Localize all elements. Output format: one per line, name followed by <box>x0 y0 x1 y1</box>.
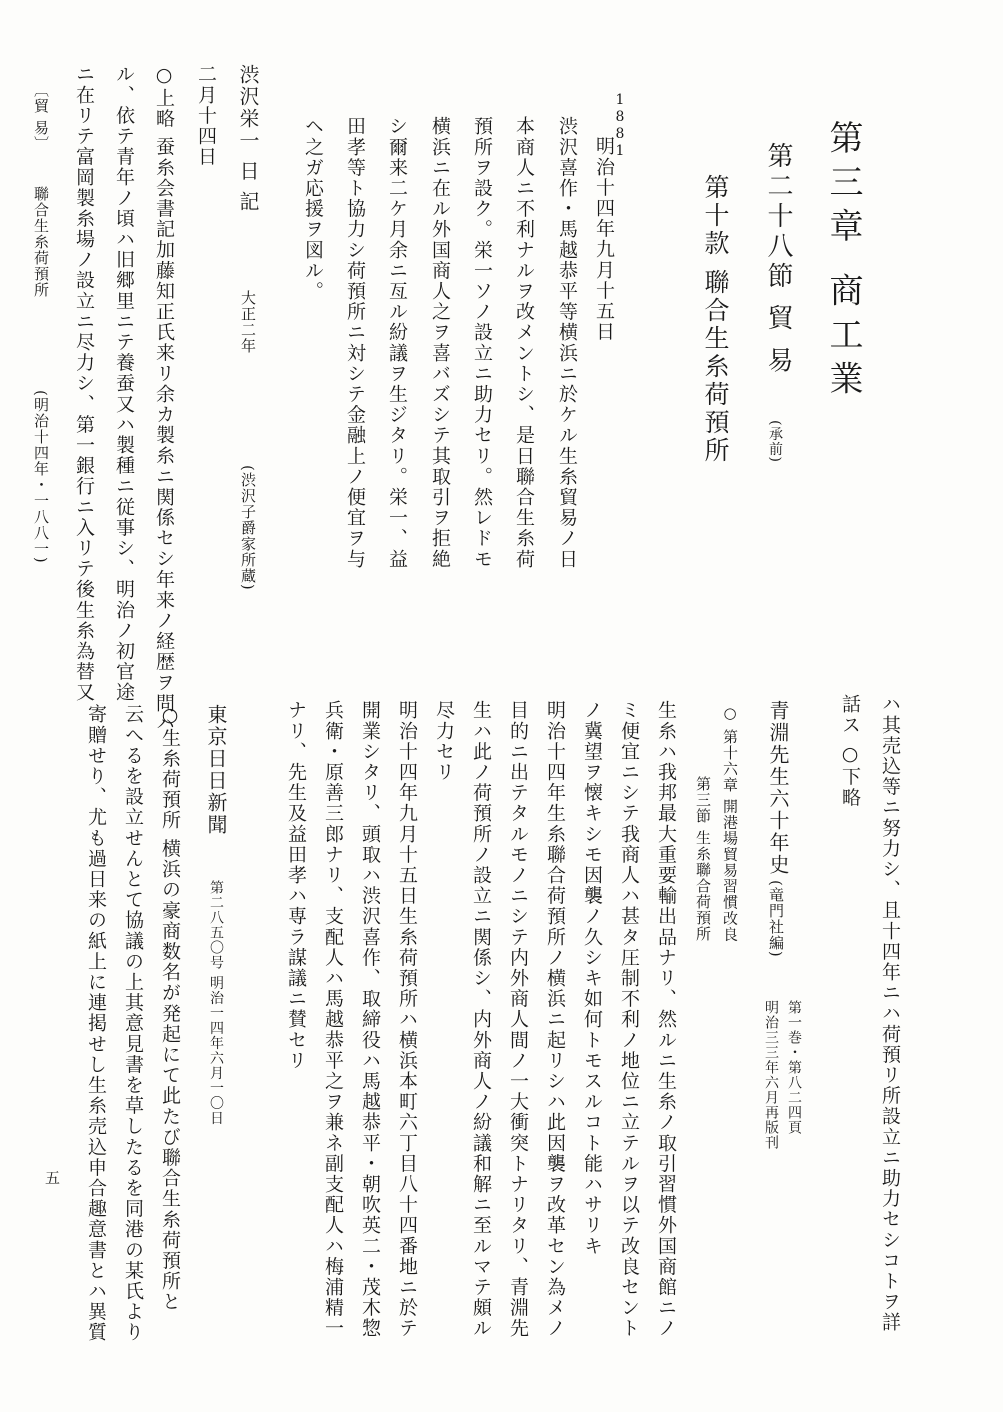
page-number: 五 <box>43 1170 61 1186</box>
carryover-line: 話ス ○下略 <box>839 694 861 808</box>
tokyo-line: 寄贈せり、尤も過日来の紙上に連掲せし生糸売込申合趣意書とハ異質 <box>85 704 107 1343</box>
article-title: 第十款 聯合生糸荷預所 <box>701 174 730 465</box>
seien-title: 青淵先生六十年史 <box>766 700 790 876</box>
tokyo-line: 云へるを設立せんとて協議の上其意見書を草したるを同港の某氏より <box>122 704 144 1343</box>
seien-line: 目的ニ出テタルモノニシテ内外商人間ノ一大衝突トナリタリ、青淵先 <box>507 700 529 1339</box>
entry-line: 預所ヲ設ク。栄一ソノ設立ニ助力セリ。然レドモ <box>471 116 493 570</box>
seien-line: ナリ、先生及益田孝ハ専ラ謀議ニ賛セリ <box>285 700 307 1071</box>
seien-line: 兵衛・原善三郎ナリ、支配人ハ馬越恭平之ヲ兼ネ副支配人ハ梅浦精一 <box>322 700 344 1339</box>
diary-line: ニ在リテ富岡製糸場ノ設立ニ尽力シ、第一銀行ニ入リテ後生糸為替又 <box>73 64 95 703</box>
section-note: (承前) <box>767 420 783 463</box>
entry-line: ヘ之ガ応援ヲ図ル。 <box>302 116 324 302</box>
section-title: 第二十八節 貿 易 <box>763 142 793 377</box>
seien-volume: 第一巻・第八二四頁 <box>786 1000 802 1135</box>
entry-line: 渋沢喜作・馬越恭平等横浜ニ於ケル生糸貿易ノ日 <box>556 116 578 570</box>
seien-line: ミ便宜ニシテ我商人ハ甚タ圧制不利ノ地位ニ立テルヲ以テ改良セント <box>618 700 640 1339</box>
seien-line: 明治十四年九月十五日生糸荷預所ハ横浜本町六丁目八十四番地ニ於テ <box>396 700 418 1339</box>
entry-line: 横浜ニ在ル外国商人之ヲ喜バズシテ其取引ヲ拒絶 <box>429 116 451 570</box>
entry-line: 本商人ニ不利ナルヲ改メントシ、是日聯合生糸荷 <box>513 116 535 570</box>
seien-publisher: (竜門社編) <box>767 880 785 958</box>
seien-line: 明治十四年生糸聯合荷預所ノ横浜ニ起リシハ此因襲ヲ改革セン為メノ <box>544 700 566 1339</box>
diary-title: 渋沢栄一 日 記 <box>236 64 260 213</box>
running-header-middle: 聯合生糸荷預所 <box>32 186 50 298</box>
seien-section: 第三節 生糸聯合荷預所 <box>694 776 712 942</box>
tokyo-line: ○生糸荷預所 横浜の豪商数名が発起にて此たび聯合生糸荷預所と <box>159 704 181 1313</box>
running-header-left: 〔貿 易〕 <box>32 82 50 152</box>
entry-date: 明治十四年九月十五日 <box>593 136 615 342</box>
diary-line: ル、依テ青年ノ頃ハ旧郷里ニテ養蚕又ハ製種ニ従事シ、明治ノ初官途 <box>113 64 135 703</box>
seien-line: 尽力セリ <box>433 700 455 783</box>
diary-date: 二月十四日 <box>195 64 217 167</box>
seien-chapter: ○ 第十六章 開港場貿易習慣改良 <box>721 704 739 943</box>
tokyo-title: 東京日日新聞 <box>204 704 228 836</box>
seien-line: ノ冀望ヲ懐キシモ因襲ノ久シキ如何トモスルコト能ハサリキ <box>581 700 603 1257</box>
seien-line: 生糸ハ我邦最大重要輸出品ナリ、然ルニ生糸ノ取引習慣外国商館ニノ <box>655 700 677 1339</box>
diary-line: ○上略 蚕糸会書記加藤知正氏来リ余カ製糸ニ関係セシ年来ノ経歴ヲ問ハ <box>153 64 175 734</box>
diary-year: 大正二年 <box>239 290 257 354</box>
tokyo-issue: 第二八五〇号 明治一四年六月一〇日 <box>208 880 224 1126</box>
seien-line: 生ハ此ノ荷預所ノ設立ニ関係シ、内外商人ノ紛議和解ニ至ルマテ頗ル <box>470 700 492 1339</box>
seien-line: 開業シタリ、頭取ハ渋沢喜作、取締役ハ馬越恭平・朝吹英二・茂木惣 <box>359 700 381 1339</box>
entry-line: 田孝等ト協力シ荷預所ニ対シテ金融上ノ便宜ヲ与 <box>344 116 366 570</box>
entry-line: シ爾来二ケ月余ニ亙ル紛議ヲ生ジタリ。栄一、益 <box>386 116 408 570</box>
running-header-right: (明治十四年・一八八一) <box>32 390 50 564</box>
entry-year-ad: 1881 <box>612 92 628 160</box>
seien-pub-date: 明治三三年六月再版刊 <box>763 1000 779 1150</box>
diary-source: (渋沢子爵家所蔵) <box>239 465 257 591</box>
carryover-line: ハ其売込等ニ努力シ、且十四年ニハ荷預リ所設立ニ助力セシコトヲ詳 <box>879 694 901 1333</box>
chapter-title: 第三章 商工業 <box>823 120 863 405</box>
